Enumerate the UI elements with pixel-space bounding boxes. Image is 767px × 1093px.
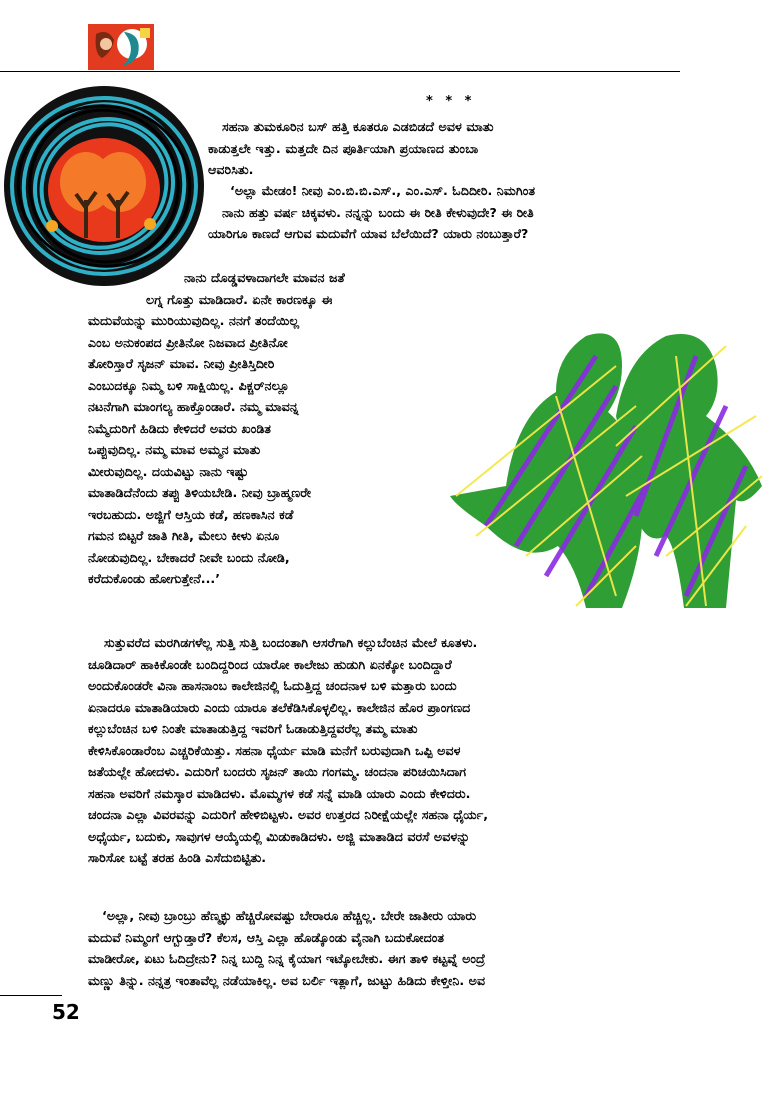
circle-illustration: [0, 78, 210, 290]
text-line: ಎಂಬ ಅನುಕಂಪದ ಪ್ರೀತಿನೋ ನಿಜವಾದ ಪ್ರೀತಿನೋ: [88, 334, 288, 350]
text-line: ಲಗ್ನ ಗೊತ್ತು ಮಾಡಿದಾರೆ. ಏನೇ ಕಾರಣಕ್ಕೂ ಈ: [146, 291, 333, 307]
text-line: ಚೂಡಿದಾರ್ ಹಾಕಿಕೊಂಡೇ ಬಂದಿದ್ದರಿಂದ ಯಾರೋ ಕಾಲೇಜು ಹುಡುಗಿ ಏನಕ್ಕೋ ಬಂದಿದ್ದಾರೆ: [88, 656, 452, 672]
text-line: ಕಲ್ಲುಬೆಂಚಿನ ಬಳಿ ನಿಂತೇ ಮಾತಾಡುತ್ತಿದ್ದ ಇವರಿಗೆ ಓಡಾಡುತ್ತಿದ್ದವರೆಲ್ಲ ತಮ್ಮ ಮಾತು: [88, 721, 418, 736]
text-line: ಮಾತಾಡಿದೆನೆಂದು ತಪ್ಪು ತಿಳಿಯಬೇಡಿ. ನೀವು ಬ್ರಾಹ್ಮಣರೇ: [88, 485, 312, 500]
text-line: ‘ಅಲ್ಲಾ ಮೇಡಂ! ನೀವು ಎಂ.ಬಿ.ಬಿ.ಎಸ್., ಎಂ.ಎಸ್. ಓದಿದೀರಿ. ನಿಮಗಿಂತ: [230, 183, 536, 198]
text-line: ‘ಅಲ್ಲಾ, ನೀವು ಬ್ರಾಂಬ್ರು ಹೆಣ್ಮಕ್ಳು ಹೆಚ್ಚಿರೋವಷ್ಟು ಬೇರಾರೂ ಹೆಚ್ಚಿಲ್ಲ. ಬೇರೇ ಜಾತೀರು ಯಾರು: [102, 908, 477, 923]
text-line: ಅಧೈರ್ಯ, ಬದುಕು, ಸಾವುಗಳ ಆಯ್ಕೆಯಲ್ಲಿ ಮಿಡುಕಾಡಿದಳು. ಅಜ್ಜಿ ಮಾತಾಡಿದ ವರಸೆ ಅವಳನ್ನು: [88, 828, 470, 844]
text-line: ನಿಮ್ಮೆದುರಿಗೆ ಹಿಡಿದು ಕೇಳಿದರೆ ಅವರು ಖಂಡಿತ: [88, 420, 272, 436]
footer-rule: [0, 995, 62, 996]
text-line: ಆವರಿಸಿತು.: [208, 162, 254, 177]
text-line: ಜತೆಯಲ್ಲೇ ಹೋದಳು. ಎದುರಿಗೆ ಬಂದರು ಸೃಜನ್ ತಾಯಿ ಗಂಗಮ್ಮ. ಚಂದನಾ ಪರಿಚಯಿಸಿದಾಗ: [88, 764, 467, 779]
text-line: ತೋರಿಸ್ತಾರೆ ಸೃಜನ್ ಮಾವ. ನೀವು ಪ್ರೀತಿಸ್ತಿದೀರಿ: [88, 356, 275, 371]
header-rule: [0, 71, 680, 72]
magazine-logo: [88, 24, 154, 70]
paragraph-4: [88, 910, 485, 996]
text-line: ಮದುವೆ ನಿಮ್ಮಂಗೆ ಆಗ್ಬುಡ್ತಾರೆ? ಕೆಲಸ, ಆಸ್ತಿ ಎಲ್ಲಾ ಹೊಡ್ಕೊಂಡು ವೈನಾಗಿ ಬದುಕೋದಂತ: [88, 929, 445, 945]
text-line: ಅಂದುಕೊಂಡರೇ ವಿನಾ ಹಾಸನಾಂಬ ಕಾಲೇಜಿನಲ್ಲಿ ಓದುತ್ತಿದ್ದ ಚಂದನಾಳ ಬಳಿ ಮತ್ತಾರು ಬಂದು: [88, 678, 457, 693]
paragraph-3: [88, 637, 488, 874]
text-line: ಇರಬಹುದು. ಅಜ್ಜಿಗೆ ಆಸ್ತಿಯ ಕಡೆ, ಹಣಕಾಸಿನ ಕಡೆ: [88, 506, 294, 522]
text-line: ನಾನು ಹತ್ತು ವರ್ಷ ಚಿಕ್ಕವಳು. ನನ್ನನ್ನು ಬಂದು ಈ ರೀತಿ ಕೇಳುವುದೇ? ಈ ರೀತಿ: [222, 204, 534, 220]
text-line: ಕರೆದುಕೊಂಡು ಹೋಗುತ್ತೇನೆ...’: [88, 571, 221, 586]
text-line: ಸುತ್ತುವರೆದ ಮರಗಿಡಗಳೆಲ್ಲ ಸುತ್ತಿ ಸುತ್ತಿ ಬಂದಂತಾಗಿ ಆಸರೆಗಾಗಿ ಕಲ್ಲುಬೆಂಚಿನ ಮೇಲೆ ಕೂತಳು.: [104, 635, 478, 650]
text-line: ಸಹನಾ ಅವರಿಗೆ ನಮಸ್ಕಾರ ಮಾಡಿದಳು. ಮೊಮ್ಮಗಳ ಕಡೆ ಸನ್ನೆ ಮಾಡಿ ಯಾರು ಎಂದು ಕೇಳಿದರು.: [88, 785, 471, 801]
text-line: ಗಮನ ಬಿಟ್ಟರೆ ಜಾತಿ ಗೀತಿ, ಮೇಲು ಕೀಳು ಏನೂ: [88, 528, 280, 543]
text-line: ನೋಡುವುದಿಲ್ಲ. ಬೇಕಾದರೆ ನೀವೇ ಬಂದು ನೋಡಿ,: [88, 549, 290, 565]
text-line: ಎಂಬುದಕ್ಕೂ ನಿಮ್ಮ ಬಳಿ ಸಾಕ್ಷಿಯಿಲ್ಲ. ಪಿಕ್ಚರ್‌ನಲ್ಲೂ: [88, 377, 290, 393]
text-line: ಒಪ್ಪುವುದಿಲ್ಲ. ನಮ್ಮ ಮಾವ ಅಮ್ಮನ ಮಾತು: [88, 442, 261, 457]
text-line: ಸಹನಾ ತುಮಕೂರಿನ ಬಸ್ ಹತ್ತಿ ಕೂತರೂ ಎಡಬಿಡದೆ ಅವಳ ಮಾತು: [222, 119, 494, 134]
text-line: ಚಂದನಾ ಎಲ್ಲಾ ವಿವರವನ್ನು ಎದುರಿಗೆ ಹೇಳಿಬಿಟ್ಟಳು. ಅವರ ಉತ್ತರದ ನಿರೀಕ್ಷೆಯಲ್ಲೇ ಸಹನಾ ಧೈರ್ಯ,: [88, 807, 489, 822]
text-line: ನಾನು ದೊಡ್ಡವಳಾದಾಗಲೇ ಮಾವನ ಜತೆ: [184, 270, 345, 285]
text-line: ಮದುವೆಯನ್ನು ಮುರಿಯುವುದಿಲ್ಲ. ನನಗೆ ತಂದೆಯಿಲ್ಲ: [88, 313, 300, 328]
text-line: ಕಾಡುತ್ತಲೇ ಇತ್ತು. ಮತ್ತದೇ ದಿನ ಪೂರ್ತಿಯಾಗಿ ಪ್ರಯಾಣದ ತುಂಬಾ: [208, 140, 479, 156]
paragraph-2-top: [208, 185, 535, 250]
couple-illustration: [446, 296, 766, 616]
text-line: ಕೇಳಿಸಿಕೊಂಡಾರೆಂಬ ಎಚ್ಚರಿಕೆಯಿತ್ತು. ಸಹನಾ ಧೈರ್ಯ ಮಾಡಿ ಮನೆಗೆ ಬರುವುದಾಗಿ ಒಪ್ಪಿ ಅವಳ: [88, 742, 461, 758]
page-number: 52: [52, 1000, 80, 1024]
paragraph-1: [208, 121, 494, 186]
text-line: ಮೀರುವುದಿಲ್ಲ. ದಯವಿಟ್ಟು ನಾನು ಇಷ್ಟು: [88, 463, 249, 479]
text-line: ನಟನೆಗಾಗಿ ಮಾಂಗಲ್ಯ ಹಾಕ್ತೊಂಡಾರೆ. ನಮ್ಮ ಮಾವನ್ನ: [88, 399, 299, 414]
text-line: ಮಣ್ಣು ತಿನ್ನು. ನನ್ನತ್ರ ಇಂತಾವೆಲ್ಲ ನಡೆಯಾಕಿಲ್ಲ. ಅವ ಬರ್ಲಿ ಇತ್ಲಾಗೆ, ಜುಟ್ಟು ಹಿಡಿದು ಕೇಳ್ತೀನಿ. ಅವ: [88, 972, 486, 988]
section-separator: * * *: [426, 94, 476, 109]
text-line: ಯಾರಿಗೂ ಕಾಣದೆ ಆಗುವ ಮದುವೆಗೆ ಯಾವ ಬೆಲೆಯಿದೆ? ಯಾರು ನಂಬುತ್ತಾರೆ?: [208, 226, 529, 241]
paragraph-2-body: [88, 272, 345, 595]
text-line: ಸಾರಿಸೋ ಬಟ್ಟೆ ತರಹ ಹಿಂಡಿ ಎಸೆದುಬಿಟ್ಟಿತು.: [88, 850, 267, 865]
text-line: ಮಾಡೀರೋ, ಏಟು ಓದಿದ್ರೇನು? ನಿನ್ನ ಬುದ್ದಿ ನಿನ್ನ ಕೈಯಾಗ ಇಟ್ಕೋಬೇಕು. ಈಗ ತಾಳಿ ಕಟ್ಟವ್ನೆ ಅಂದ್ರೆ: [88, 951, 486, 966]
text-line: ಏನಾದರೂ ಮಾತಾಡಿಯಾರು ಎಂದು ಯಾರೂ ತಲೆಕೆಡಿಸಿಕೊಳ್ಳಲಿಲ್ಲ. ಕಾಲೇಜಿನ ಹೊರ ಪ್ರಾಂಗಣದ: [88, 699, 471, 715]
